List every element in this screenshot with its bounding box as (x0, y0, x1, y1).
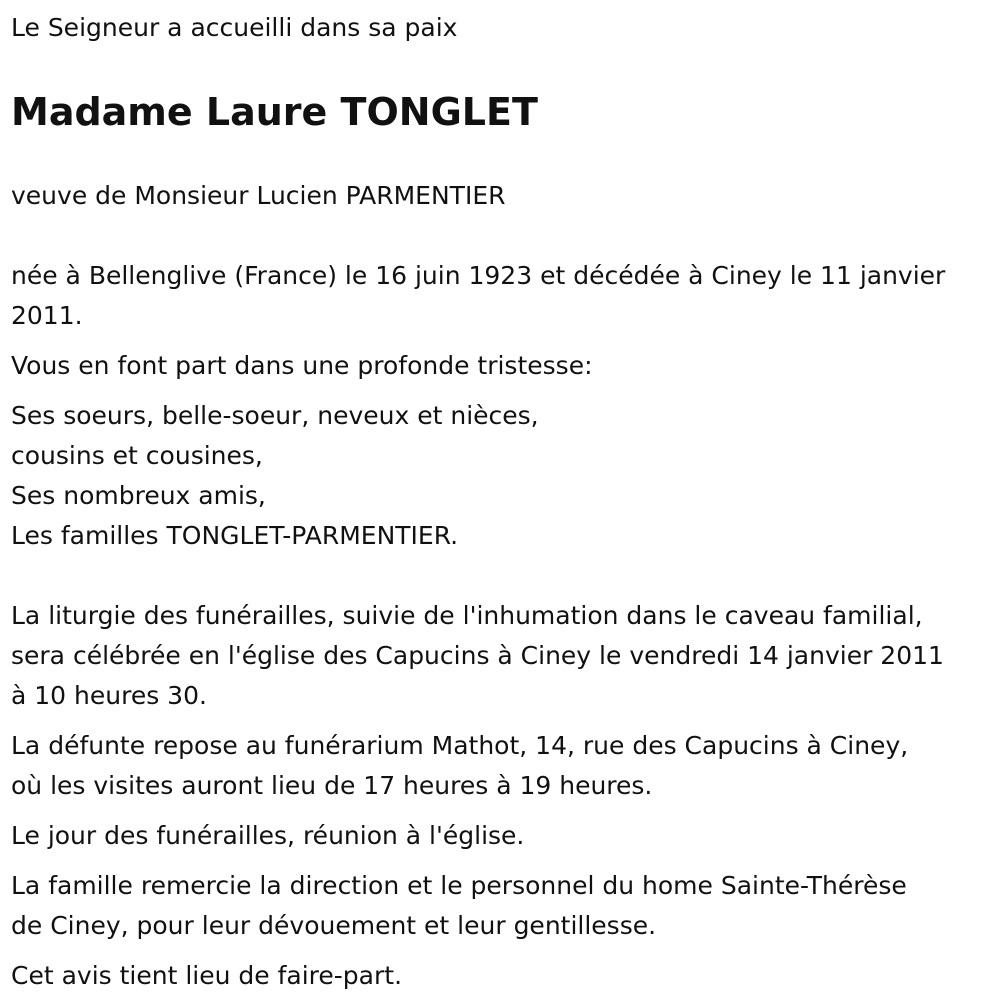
family-line: Les familles TONGLET-PARMENTIER. (11, 521, 459, 550)
thanks-line: La famille remercie la direction et le personnel du home Sainte-Thérèse (11, 871, 907, 900)
family-list (11, 396, 988, 556)
thanks-paragraph (11, 866, 988, 946)
repose-line: La défunte repose au funérarium Mathot, 14, rue des Capucins à Ciney, (11, 731, 909, 760)
funeral-paragraph (11, 596, 988, 716)
funeral-line: La liturgie des funérailles, suivie de l'inhumation dans le caveau familial, (11, 601, 923, 630)
intro-text: Le Seigneur a accueilli dans sa paix (11, 13, 458, 42)
family-line: cousins et cousines, (11, 441, 263, 470)
spouse-text: veuve de Monsieur Lucien PARMENTIER (11, 181, 506, 210)
page-title: Madame Laure TONGLET (11, 90, 538, 134)
announcement-text: Vous en font part dans une profonde tristesse: (11, 351, 593, 380)
thanks-line: de Ciney, pour leur dévouement et leur gentillesse. (11, 911, 657, 940)
repose-paragraph (11, 726, 988, 806)
family-line: Ses soeurs, belle-soeur, neveux et nièces, (11, 401, 539, 430)
family-line: Ses nombreux amis, (11, 481, 266, 510)
funeral-line: sera célébrée en l'église des Capucins à Ciney le vendredi 14 janvier 2011 (11, 641, 944, 670)
meeting-text: Le jour des funérailles, réunion à l'église. (11, 821, 525, 850)
funeral-line: à 10 heures 30. (11, 681, 207, 710)
closing-text: Cet avis tient lieu de faire-part. (11, 961, 403, 990)
repose-line: où les visites auront lieu de 17 heures à 19 heures. (11, 771, 653, 800)
birth-death-text: née à Bellenglive (France) le 16 juin 1923 et décédée à Ciney le 11 janvier 2011. (11, 261, 946, 330)
